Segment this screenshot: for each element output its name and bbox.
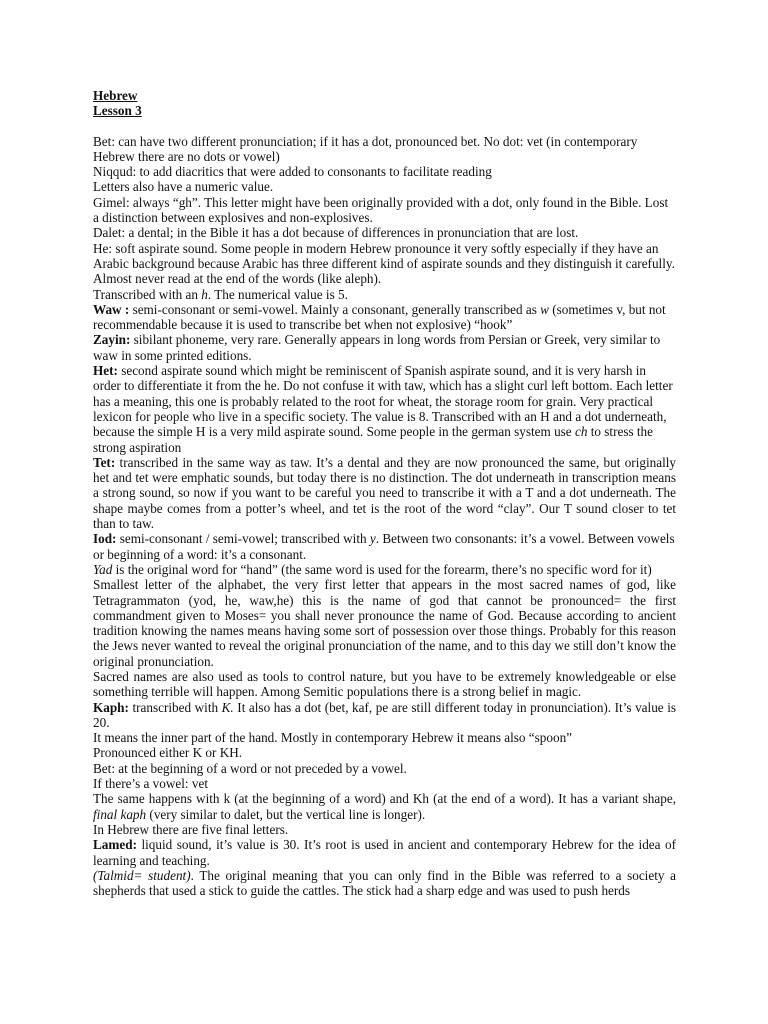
paragraph-text: If there’s a vowel: vet [93, 776, 208, 792]
paragraph-text: In Hebrew there are five final letters. [93, 821, 289, 837]
emphasis: (Talmid= student) [93, 867, 191, 883]
emphasis: Yad [93, 561, 113, 577]
letter-heading: Het: [93, 363, 118, 379]
paragraph-he-transcription: Transcribed with an h. The numerical value is 5. [93, 286, 348, 302]
paragraph-talmid: (Talmid= student). The original meaning that you can only find in the Bible was referred to a society a shepherds that used a stick to guide the cattles. The stick had a sharp edge and was used to push herds [93, 867, 676, 899]
paragraph-bet [93, 134, 676, 165]
emphasis: K. [221, 699, 234, 715]
paragraph-text: Dalet: a dental; in the Bible it has a dot because of differences in pronunciation that are lost. [93, 225, 579, 241]
paragraph-het: Het: second aspirate sound which might be reminiscent of Spanish aspirate sound, and it is very harsh in order to differentiate it from the he. Do not confuse it with taw, which has a slight curl left bottom. Each letter has a meaning, this one is probably related to the root for wheat, the storage room for grain. Very practical lexicon for people who live in a specific society. The value is 8. Transcribed with an H and a dot underneath, because the simple H is a very mild aspirate sound. Some people in the german system use ch to stress the strong aspiration [93, 363, 673, 455]
doc-title: Hebrew [93, 88, 138, 103]
paragraph-lamed: Lamed: liquid sound, it’s value is 30. It’s root is used in ancient and contemporary Hebrew for the idea of learning and teaching. [93, 837, 676, 868]
paragraph-gimel [93, 195, 676, 226]
paragraph-text: Pronounced either K or KH. [93, 745, 243, 761]
paragraph-kaph: Kaph: transcribed with K. It also has a dot (bet, kaf, pe are still different today in pronunciation). It’s value is 20. [93, 699, 676, 730]
letter-heading: Tet: [93, 454, 116, 470]
paragraph-he [93, 241, 676, 287]
paragraph-niqqud [93, 164, 676, 179]
paragraph-vowel-vet [93, 776, 676, 791]
paragraph-waw: Waw : semi-consonant or semi-vowel. Mainly a consonant, generally transcribed as w (sometimes v, but not recommendable because it is used to transcribe bet when not explosive) “hook” [93, 301, 666, 333]
paragraph-text: It means the inner part of the hand. Mostly in contemporary Hebrew it means also “spoon” [93, 730, 573, 746]
letter-heading: Iod: [93, 531, 117, 547]
paragraph-tet: Tet: transcribed in the same way as taw. It’s a dental and they are now pronounced the same, but originally het and tet were emphatic sounds, but today there is no distinction. The dot underneath in transcription means a strong sound, so now if you want to be careful you need to transcribe it with a T and a dot underneath. The shape maybe comes from a potter’s wheel, and tet is the root of the word “clay”. Our T sound closer to tet than to taw. [93, 454, 676, 532]
paragraph-text: Niqqud: to add diacritics that were added to consonants to facilitate reading [93, 164, 492, 180]
letter-heading: Kaph: [93, 699, 129, 715]
paragraph-text: Smallest letter of the alphabet, the very first letter that appears in the most sacred names of god, like Tetragrammaton (yod, he, waw,he) this is the name of god that cannot be pronounced= the first commandment given to Moses= you shall never pronounce the name of God. Because according to ancient tradition knowing the names means having some sort of possession over those things. Probably for this reason the Jews never wanted to reveal the original pronunciation of the name, and to this day we still don’t know the original pronunciation. [93, 577, 676, 669]
paragraph-final-kaph: The same happens with k (at the beginning of a word) and Kh (at the end of a word). It has a variant shape, final kaph (very similar to dalet, but the vertical line is longer). [93, 791, 676, 822]
emphasis: ch [574, 424, 588, 440]
paragraph-sacred-names [93, 669, 676, 700]
letter-heading: Waw : [93, 301, 130, 317]
paragraph-text: Sacred names are also used as tools to control nature, but you have to be extremely knowledgeable or else something terrible will happen. Among Semitic populations there is a strong belief in magic. [93, 668, 676, 700]
emphasis: h [201, 286, 208, 302]
paragraph-text: Letters also have a numeric value. [93, 179, 274, 195]
paragraph-zayin: Zayin: sibilant phoneme, very rare. Generally appears in long words from Persian or Greek, very similar to waw in some printed editions. [93, 332, 661, 363]
emphasis: final kaph [93, 806, 147, 822]
paragraph-yad: Yad is the original word for “hand” (the same word is used for the forearm, there’s no specific word for it) [93, 561, 652, 577]
paragraph-k-kh [93, 745, 676, 760]
letter-heading: Zayin: [93, 332, 131, 348]
paragraph-smallest-letter [93, 577, 676, 669]
paragraph-text: Gimel: always “gh”. This letter might have been originally provided with a dot, only found in the Bible. Lost a distinction between explosives and non-explosives. [93, 194, 669, 226]
paragraph-text: Bet: at the beginning of a word or not preceded by a vowel. [93, 760, 407, 776]
emphasis: y [369, 531, 376, 547]
lesson-heading: Lesson 3 [93, 103, 142, 119]
emphasis: w [540, 301, 549, 317]
paragraph-final-letters [93, 822, 676, 837]
paragraph-text: Bet: can have two different pronunciation; if it has a dot, pronounced bet. No dot: vet (in contemporary Hebrew there are no dots or vowel) [93, 133, 638, 164]
paragraph-numeric [93, 179, 676, 194]
document-page [93, 88, 676, 898]
paragraph-hand [93, 730, 676, 745]
paragraph-dalet [93, 225, 676, 240]
paragraph-text: He: soft aspirate sound. Some people in modern Hebrew pronounce it very softly especially if they have an Arabic background because Arabic has three different kind of aspirate sounds and they distinguish it carefully. Almost never read at the end of the words (like aleph). [93, 240, 675, 287]
paragraph-iod: Iod: semi-consonant / semi-vowel; transcribed with y. Between two consonants: it’s a vowel. Between vowels or beginning of a word: it’s a consonant. [93, 531, 675, 562]
paragraph-bet-beginning [93, 761, 676, 776]
letter-heading: Lamed: [93, 837, 137, 853]
